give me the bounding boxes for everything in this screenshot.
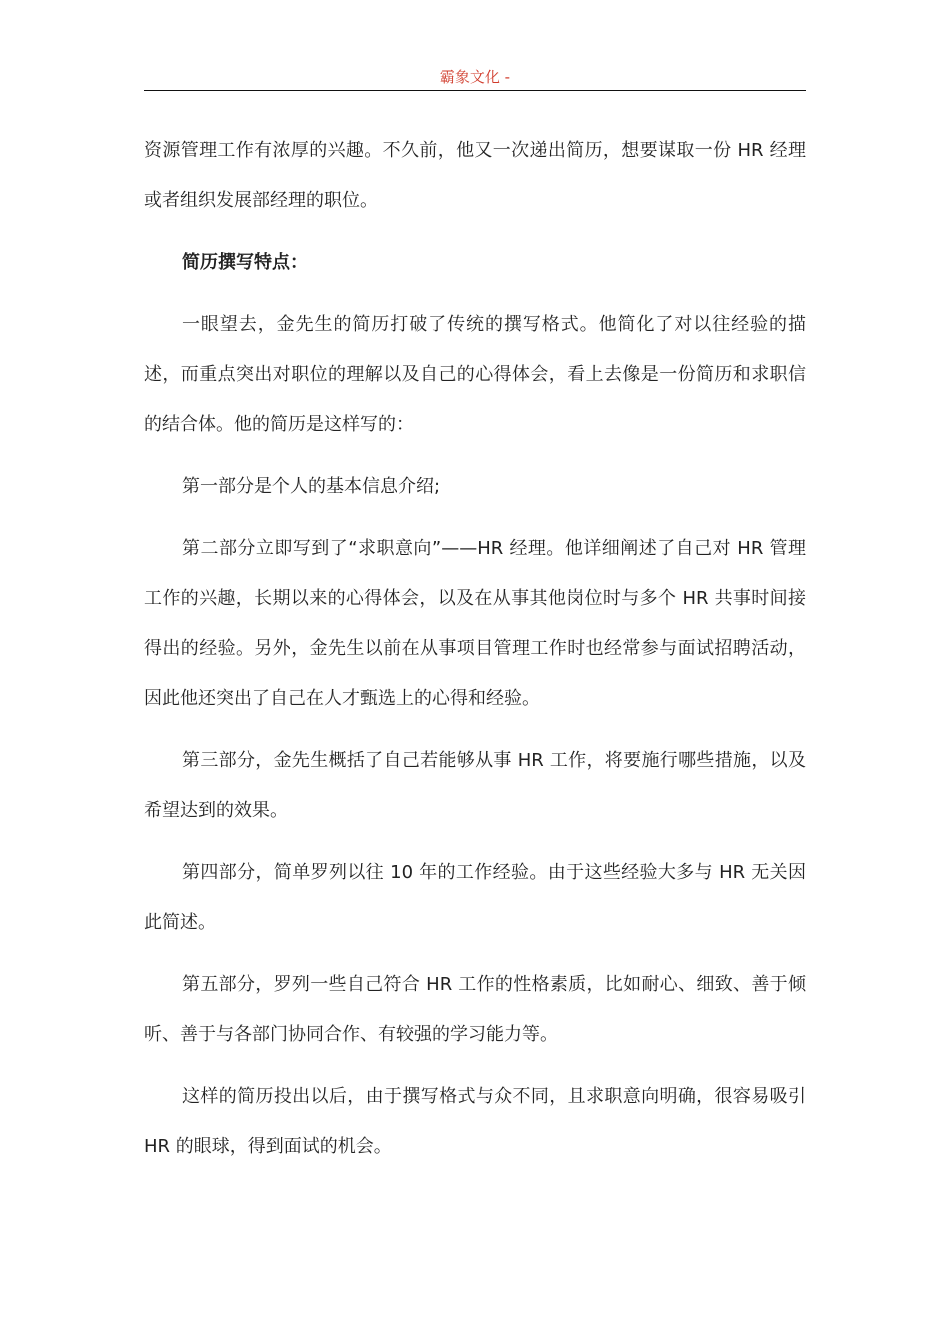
paragraph-part-three: 第三部分，金先生概括了自己若能够从事 HR 工作，将要施行哪些措施，以及希望达到的效果。 (144, 750, 806, 821)
header-divider (144, 90, 806, 91)
page-header (144, 66, 806, 92)
paragraph-part-one: 第一部分是个人的基本信息介绍; (182, 476, 441, 497)
paragraph-overview: 一眼望去，金先生的简历打破了传统的撰写格式。他简化了对以往经验的描述，而重点突出对职位的理解以及自己的心得体会，看上去像是一份简历和求职信的结合体。他的简历是这样写的： (144, 314, 806, 435)
paragraph-part-two: 第二部分立即写到了“求职意向”——HR 经理。他详细阐述了自己对 HR 管理工作的兴趣，长期以来的心得体会，以及在从事其他岗位时与多个 HR 共事时间接得出的经验。另外，金先生以前在从事项目管理工作时也经常参与面试招聘活动，因此他还突出了自己在人才甄选上的心得和经验。 (144, 538, 806, 709)
header-title: 霸象文化 - (439, 68, 511, 86)
section-heading: 简历撰写特点： (182, 252, 308, 273)
paragraph-conclusion: 这样的简历投出以后，由于撰写格式与众不同，且求职意向明确，很容易吸引 HR 的眼球，得到面试的机会。 (144, 1086, 806, 1157)
document-body (144, 126, 806, 1184)
paragraph-part-five: 第五部分，罗列一些自己符合 HR 工作的性格素质，比如耐心、细致、善于倾听、善于与各部门协同合作、有较强的学习能力等。 (144, 974, 806, 1045)
paragraph-part-four: 第四部分，简单罗列以往 10 年的工作经验。由于这些经验大多与 HR 无关因此简述。 (144, 862, 806, 933)
paragraph-continuation: 资源管理工作有浓厚的兴趣。不久前，他又一次递出简历，想要谋取一份 HR 经理或者组织发展部经理的职位。 (144, 140, 806, 211)
